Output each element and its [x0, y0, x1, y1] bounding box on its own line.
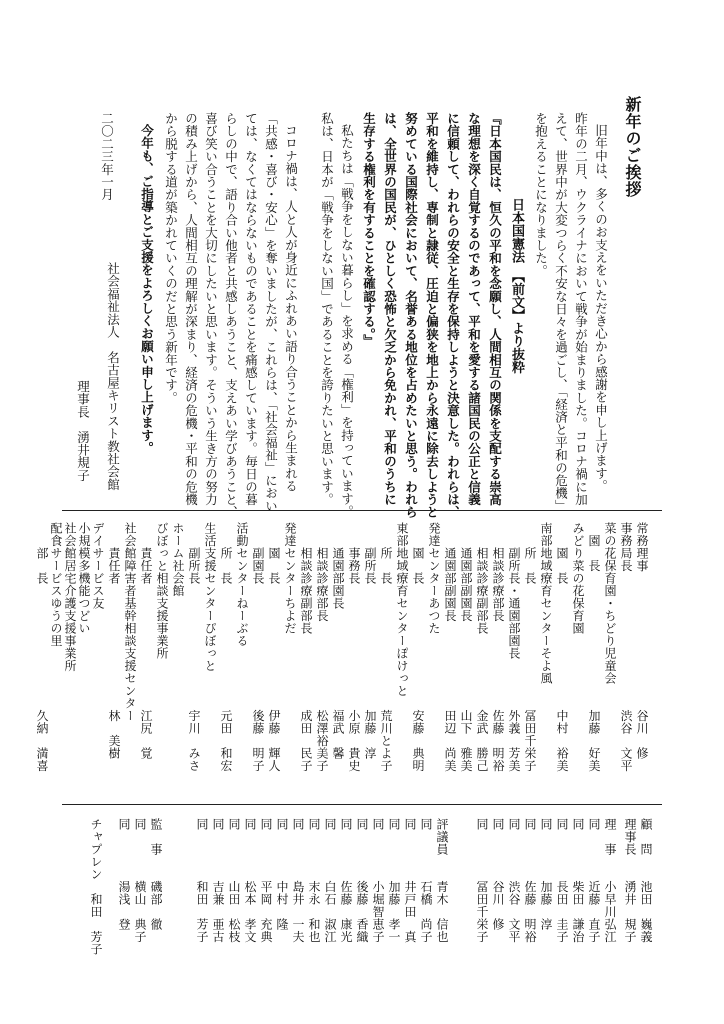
staff-column: 通園部副園長 山下 雅美 — [459, 522, 473, 772]
greeting-paragraph-4-line-5: 喜び笑い合うことを大切にしたいと思います。そういう生き方の努力 — [203, 112, 219, 506]
board-column: 理事長 湧井 規子 — [623, 818, 637, 943]
board-column: 同 白石 淑江 — [323, 818, 337, 943]
staff-column: 所 長 元田 和宏 — [219, 522, 233, 772]
constitution-quote-line-2: な理想を深く自覚するのであって、平和を愛する諸国民の公正と信義 — [466, 112, 482, 506]
greeting-paragraph-4-line-7: から脱する道が築かれていくのだと思う新年です。 — [163, 112, 179, 405]
staff-column: 発達センターちよだ — [283, 522, 297, 635]
board-column: 同 長田 圭子 — [555, 818, 569, 943]
board-column: 監 事 磯部 徹 — [149, 818, 163, 931]
divider-1 — [62, 510, 662, 511]
greeting-closing: 今年も、ご指導とご支援をよろしくお願い申し上げます。 — [139, 124, 155, 455]
staff-column: 菜の花保育園・ちどり児童会 — [603, 522, 617, 685]
staff-column: 副園長 後藤 明子 — [251, 522, 265, 772]
staff-column: 部 長 久納 満喜 — [35, 522, 49, 772]
board-column: 同 井戸田 真 — [403, 818, 417, 943]
constitution-heading: 日本国憲法 【前文】より抜粋 — [509, 198, 524, 374]
staff-column: 園 長 伊藤 輝人 — [267, 522, 281, 772]
staff-column: 発達センターあつた — [427, 522, 441, 635]
board-column: 同 島井 一夫 — [291, 818, 305, 943]
greeting-paragraph-2-line-2: えて、世界中が大変つらく不安な日々を過ごし、「経済と平和の危機」 — [553, 112, 569, 513]
staff-column: ホーム社会館 — [171, 522, 185, 597]
staff-column: 相談診療部長 佐藤 明裕 — [491, 522, 505, 772]
board-column: 同 和田 芳子 — [195, 818, 209, 943]
greeting-title: 新年のご挨拶 — [623, 96, 642, 198]
board-column: 同 谷川 修 — [491, 818, 505, 931]
staff-column: 副所長 宇川 みさ — [187, 522, 201, 772]
staff-column: 園 長 加藤 好美 — [587, 522, 601, 772]
staff-column: 配食サービスゆうの里 — [49, 522, 63, 647]
board-column: 同 吉兼 亜古 — [211, 818, 225, 943]
staff-column: 小規模多機能つどい — [77, 522, 91, 635]
board-column: 同 加藤 淳 — [539, 818, 553, 931]
board-column: チャプレン 和田 芳子 — [89, 818, 103, 956]
board-column: 評議員 青木 信也 — [435, 818, 449, 943]
greeting-paragraph-4-line-3: ては、なくてはならないものであることを痛感しています。毎日の暮 — [243, 112, 259, 506]
staff-column: 園 長 中村 裕美 — [555, 522, 569, 772]
board-column: 同 松本 孝文 — [243, 818, 257, 943]
greeting-paragraph-1: 旧年中は、多くのお支えをいただき心から感謝を申し上げます。 — [593, 124, 609, 493]
staff-column: みどり菜の花保育園 — [571, 522, 585, 635]
greeting-paragraph-4-line-4: らしの中で、語り合い他者と共感しあうこと、支えあい学びあうこと、 — [223, 112, 239, 519]
staff-column: 責任者 江尻 覚 — [139, 522, 153, 760]
board-column: 同 冨田千栄子 — [475, 818, 489, 943]
board-column: 同 佐藤 康光 — [339, 818, 353, 943]
board-column: 同 末永 和也 — [307, 818, 321, 943]
greeting-paragraph-4-line-2: 「共感・喜び・安心」を奪いましたが、これらは、「社会福祉」におい — [263, 112, 279, 513]
constitution-quote-line-1: 『日本国民は、恒久の平和を念願し、人間相互の関係を支配する崇高 — [487, 112, 503, 506]
staff-column: 通園部園長 福武 馨 — [331, 522, 345, 760]
constitution-quote-line-4: 平和を維持し、専制と隷従、圧迫と偏狭を地上から永遠に除去しようと — [424, 112, 440, 519]
staff-column: 所 長 荒川とよ子 — [379, 522, 393, 772]
staff-column: 園 長 安藤 典明 — [411, 522, 425, 772]
board-column: 同 平岡 充典 — [259, 818, 273, 943]
board-column: 同 後藤 香織 — [355, 818, 369, 943]
staff-column: 事務局長 渋谷 文平 — [619, 522, 633, 772]
staff-column: デイサービス友 — [91, 522, 105, 610]
staff-column: 副所長 加藤 淳 — [363, 522, 377, 760]
staff-column: 南部地域療育センターそよ風 — [539, 522, 553, 685]
staff-column: 所 長 冨田千栄子 — [523, 522, 537, 772]
board-column: 同 横山 典子 — [133, 818, 147, 943]
greeting-date: 二〇二三年一月 — [99, 112, 115, 201]
staff-column: 生活支援センターぴぼっと — [203, 522, 217, 672]
greeting-paragraph-2-line-1: 昨年の二月、ウクライナにおいて戦争が始まりました。コロナ禍に加 — [573, 112, 589, 506]
staff-column: 相談診療部長 松澤裕美子 — [315, 522, 329, 772]
staff-column: 常務理事 谷川 修 — [635, 522, 649, 760]
staff-column: 社会館居宅介護支援事業所 — [63, 522, 77, 672]
staff-column: 事務長 小原 貴史 — [347, 522, 361, 772]
staff-column: 活動センターねーぶる — [235, 522, 249, 647]
board-column: 同 柴田 謙治 — [571, 818, 585, 943]
greeting-paragraph-3-line-2: 私は、日本が「戦争をしない国」であることを誇りたいと思います。 — [319, 112, 335, 506]
board-column: 同 石橋 尚子 — [419, 818, 433, 943]
staff-column: 相談診療副部長 成田 民子 — [299, 522, 313, 772]
constitution-quote-line-5: 努めている国際社会において、名誉ある地位を占めたいと思う。われら — [403, 112, 419, 519]
staff-column: びぼっと相談支援事業所 — [155, 522, 169, 660]
staff-column: 責任者 林 美樹 — [107, 522, 121, 760]
staff-column: 副所長・通園部園長 外義 芳美 — [507, 522, 521, 772]
constitution-quote-line-6: は、全世界の国民が、ひとしく恐怖と欠乏から免かれ、平和のうちに — [382, 112, 398, 506]
board-column: 理 事 小早川弘江 — [603, 818, 617, 943]
board-column: 同 小堀智恵子 — [371, 818, 385, 943]
greeting-paragraph-3-line-1: 私たちは「戦争をしない暮らし」を求める「権利」を持っています。 — [339, 124, 355, 518]
greeting-paragraph-4-line-1: コロナ禍は、人と人が身近にふれあい語り合うことから生まれる — [283, 124, 299, 493]
staff-column: 相談診療副部長 金武 勝己 — [475, 522, 489, 772]
greeting-paragraph-4-line-6: の積み上げから、人間相互の理解が深まり、経済の危機・平和の危機 — [183, 112, 199, 506]
greeting-paragraph-2-line-3: を抱えることになりました。 — [533, 112, 549, 278]
staff-column: 東部地域療育センターぽけっと — [395, 522, 409, 697]
board-column: 同 湯浅 登 — [117, 818, 131, 931]
staff-column: 通園部副園長 田辺 尚美 — [443, 522, 457, 772]
constitution-quote-line-7: 生存する権利を有することを確認する。』 — [361, 112, 377, 348]
divider-2 — [62, 804, 662, 805]
constitution-quote-line-3: に信頼して、われらの安全と生存を保持しようと決意した。われらは、 — [445, 112, 461, 519]
board-column: 同 渋谷 文平 — [507, 818, 521, 943]
board-column: 同 中村 隆 — [275, 818, 289, 931]
board-column: 同 佐藤 明裕 — [523, 818, 537, 943]
board-column: 顧 問 池田 巍義 — [639, 818, 653, 943]
board-column: 同 山田 松枝 — [227, 818, 241, 943]
board-column: 同 近藤 直子 — [587, 818, 601, 943]
organization-name: 社会福祉法人 名古屋キリスト教社会館 — [105, 262, 121, 491]
board-column: 同 加藤 孝一 — [387, 818, 401, 943]
staff-column: 社会館障害者基幹相談支援センター — [123, 522, 137, 722]
signer-name: 理事長 湧井規子 — [75, 380, 91, 482]
